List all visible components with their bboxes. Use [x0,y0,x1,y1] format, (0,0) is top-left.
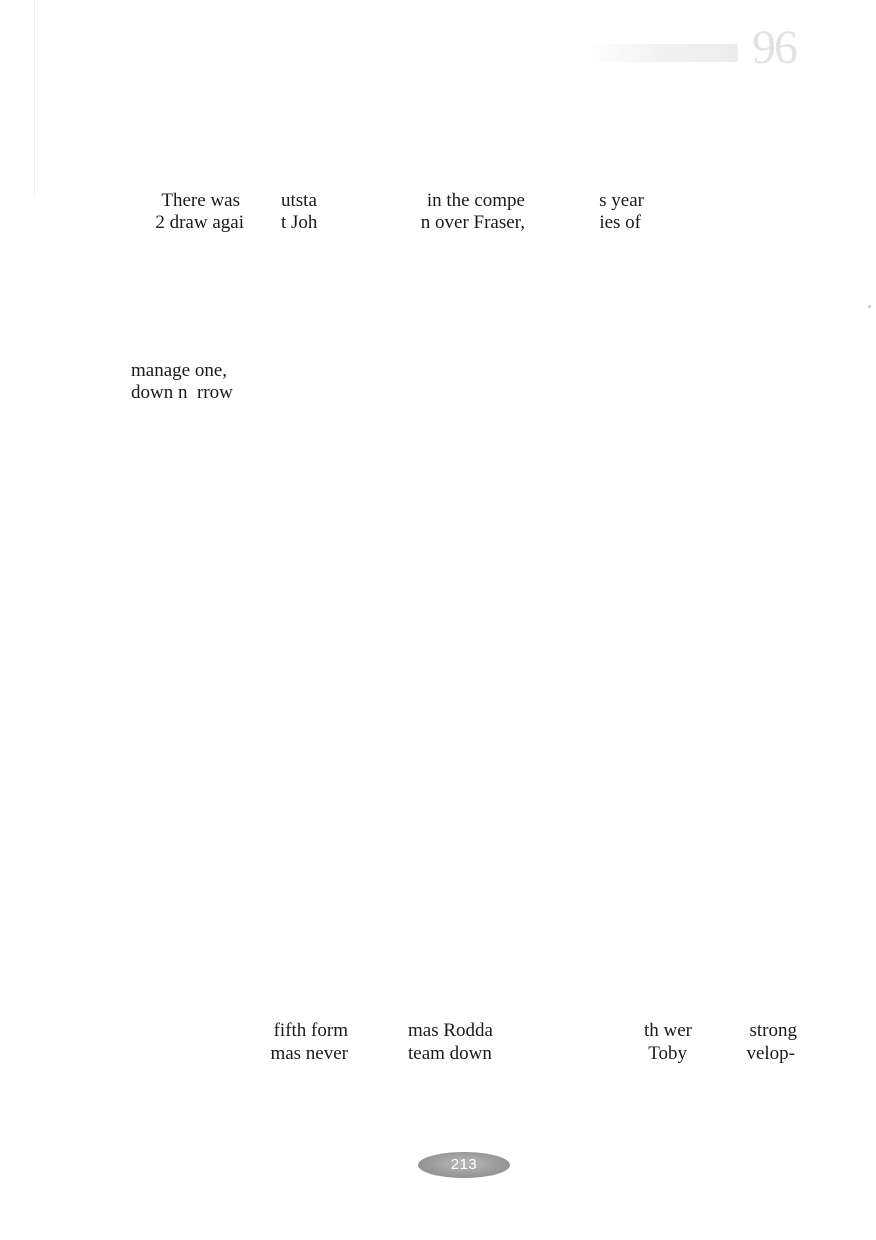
page-number-badge: 213 [418,1152,510,1178]
text-fragment: There was [161,190,240,211]
text-fragment: fifth form [273,1020,348,1041]
text-fragment: strong [749,1020,797,1041]
page-header [576,18,796,78]
text-fragment: mas never [270,1043,348,1064]
text-fragment: th wer [643,1020,692,1041]
text-fragment: velop- [746,1043,795,1064]
text-fragment: Toby [648,1043,687,1064]
text-fragment: team down [408,1043,492,1064]
text-fragment: in the compe [426,190,525,211]
text-fragment: 2 draw agai [155,212,244,233]
text-fragment: n over Fraser, [420,212,525,233]
chapter-number: 96 [752,21,796,74]
text-fragment: utsta [281,190,317,211]
text-fragment: down n rrow [131,382,233,403]
text-fragment: mas Rodda [408,1020,493,1041]
text-fragment: s year [599,190,644,211]
header-title-bar [588,44,738,62]
scan-speck [868,305,871,308]
text-fragment: manage one, [131,360,228,381]
text-fragment: t Joh [281,212,318,233]
text-fragment: ies of [599,212,641,233]
page-edge-shadow [34,0,35,195]
